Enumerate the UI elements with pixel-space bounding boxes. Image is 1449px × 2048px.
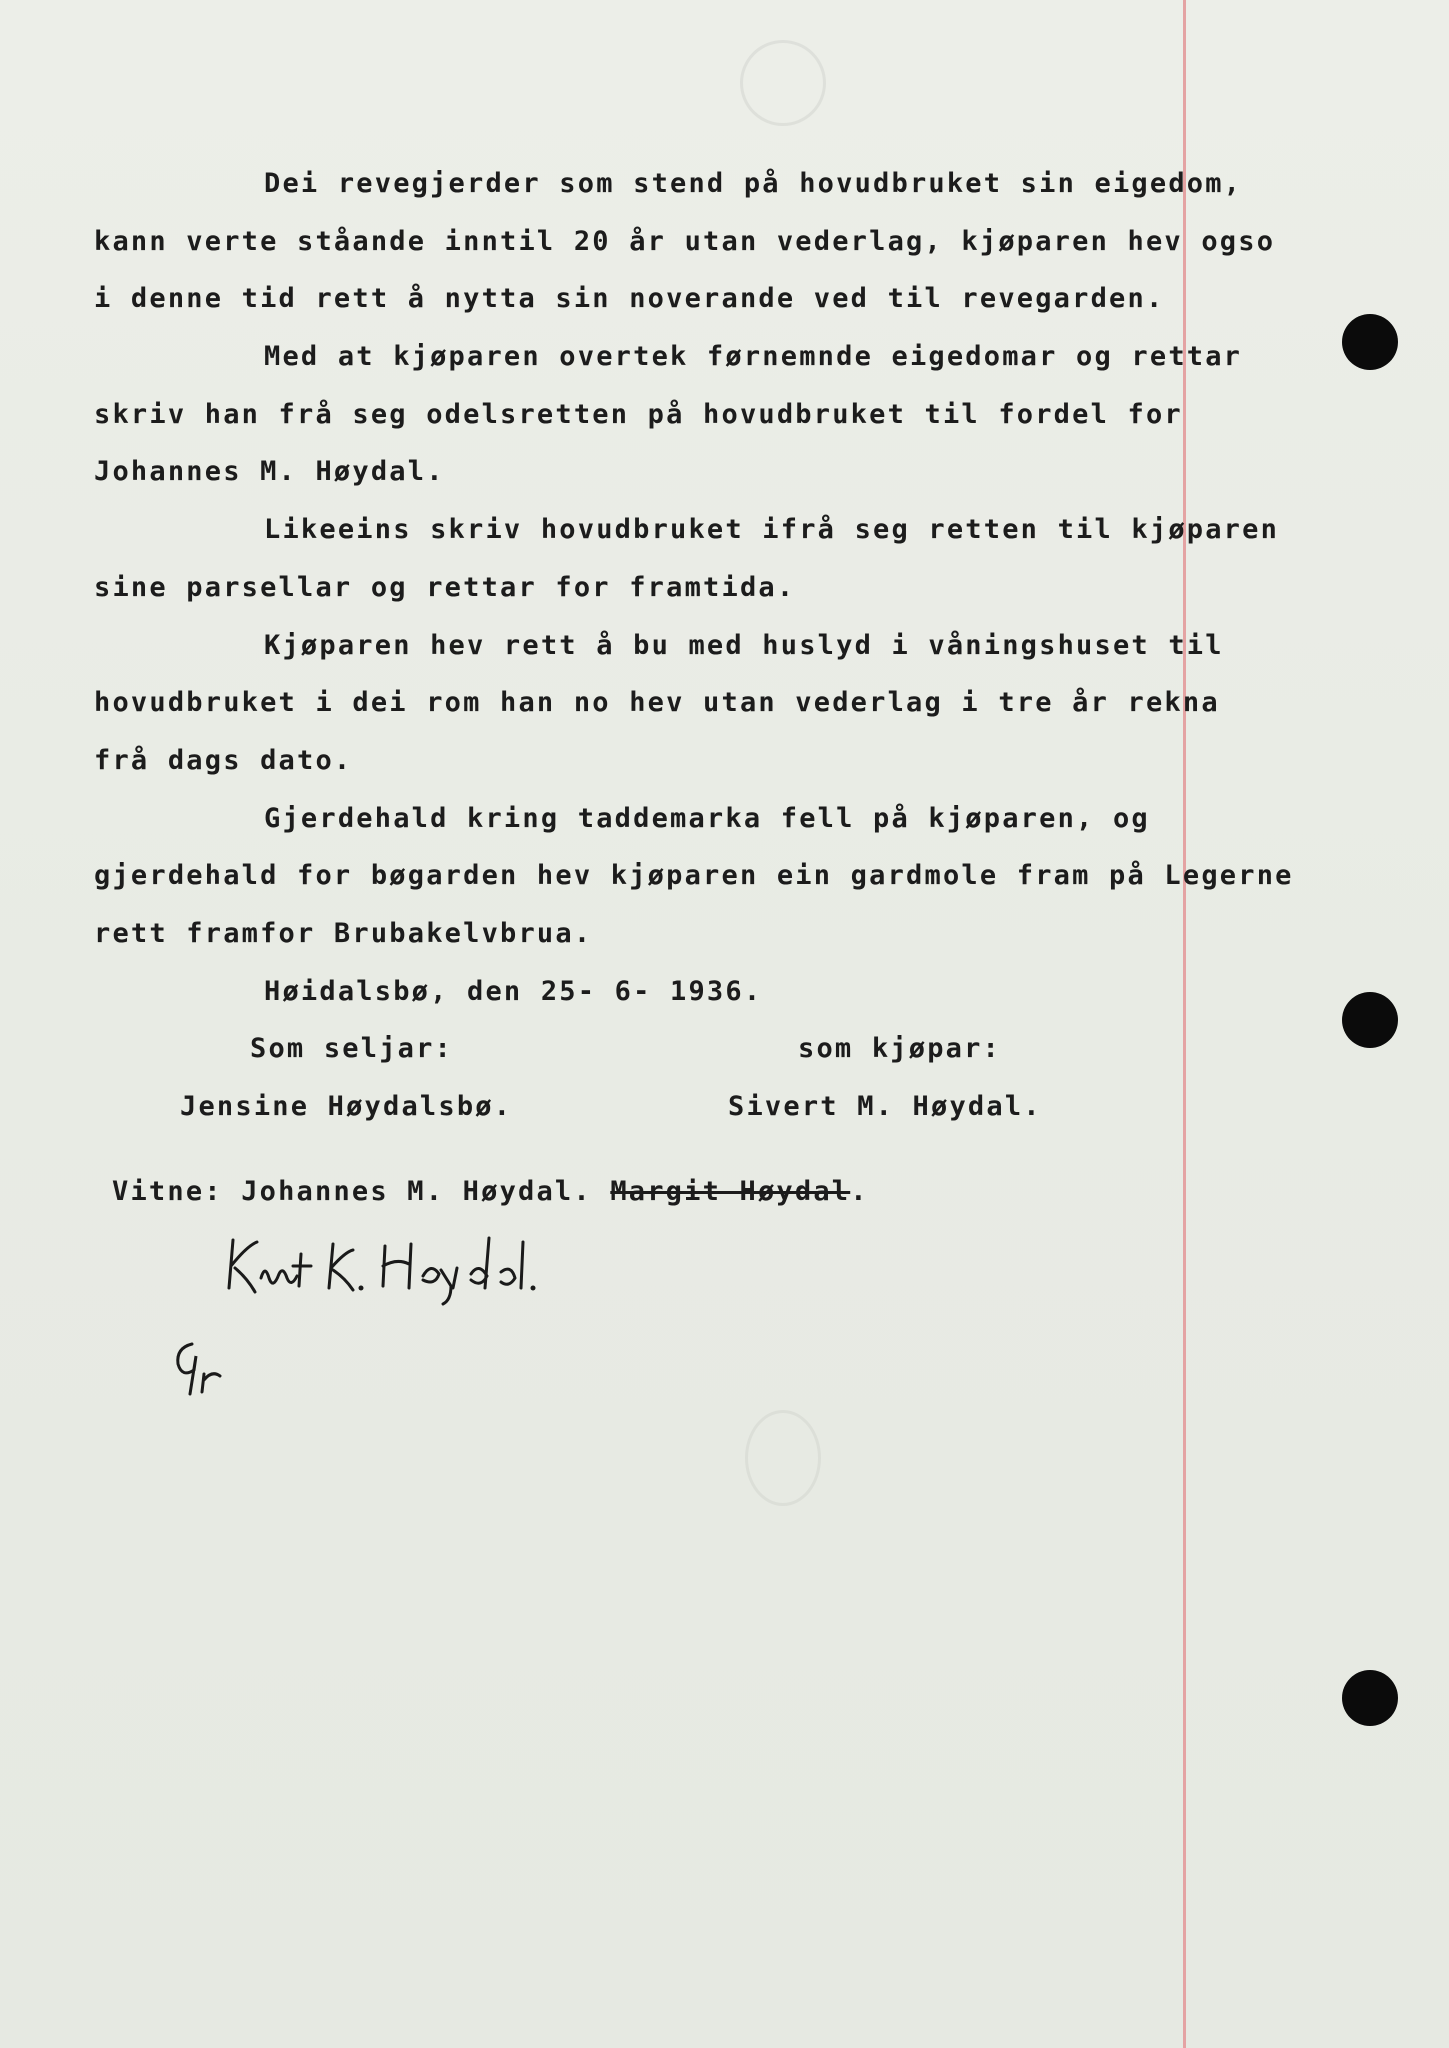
place-date: Høidalsbø, den 25- 6- 1936. xyxy=(264,976,763,1007)
paragraph-line: Kjøparen hev rett å bu med huslyd i våningshuset til xyxy=(264,630,1224,661)
paragraph-line: skriv han frå seg odelsretten på hovudbruket til fordel for xyxy=(94,399,1183,430)
handwritten-signature xyxy=(225,1228,585,1308)
seller-label: Som seljar: xyxy=(250,1033,454,1064)
paragraph-line: Gjerdehald kring taddemarka fell på kjøparen, og xyxy=(264,803,1150,834)
paragraph-line: i denne tid rett å nytta sin noverande ved til revegarden. xyxy=(94,283,1165,314)
punch-hole-bottom xyxy=(1342,1670,1398,1726)
paragraph-line: rett framfor Brubakelvbrua. xyxy=(94,918,593,949)
seller-name: Jensine Høydalsbø. xyxy=(180,1091,513,1122)
bleed-through-mark xyxy=(740,40,826,126)
paragraph-line: gjerdehald for bøgarden hev kjøparen ein gardmole fram på Legerne xyxy=(94,860,1294,891)
paragraph-line: Dei revegjerder som stend på hovudbruket sin eigedom, xyxy=(264,168,1243,199)
buyer-label: som kjøpar: xyxy=(798,1033,1002,1064)
bleed-through-mark xyxy=(745,1410,821,1506)
paragraph-line: Johannes M. Høydal. xyxy=(94,456,445,487)
paragraph-line: Likeeins skriv hovudbruket ifrå seg retten til kjøparen xyxy=(264,514,1280,545)
punch-hole-top xyxy=(1342,314,1398,370)
witness-end: . xyxy=(850,1176,869,1207)
witness-label: Vitne: Johannes M. Høydal. xyxy=(112,1176,592,1207)
punch-hole-middle xyxy=(1342,992,1398,1048)
buyer-name: Sivert M. Høydal. xyxy=(728,1091,1042,1122)
red-margin-line xyxy=(1183,0,1186,2048)
paragraph-line: hovudbruket i dei rom han no hev utan vederlag i tre år rekna xyxy=(94,687,1220,718)
paragraph-line: kann verte ståande inntil 20 år utan vederlag, kjøparen hev ogso xyxy=(94,226,1276,257)
witness-line xyxy=(112,1176,869,1207)
paragraph-line: frå dags dato. xyxy=(94,745,353,776)
paragraph-line: Med at kjøparen overtek førnemnde eigedomar og rettar xyxy=(264,341,1243,372)
witness-struck-name: Margit Høydal xyxy=(610,1176,851,1207)
paragraph-line: sine parsellar og rettar for framtida. xyxy=(94,572,796,603)
handwritten-initials xyxy=(168,1334,238,1404)
